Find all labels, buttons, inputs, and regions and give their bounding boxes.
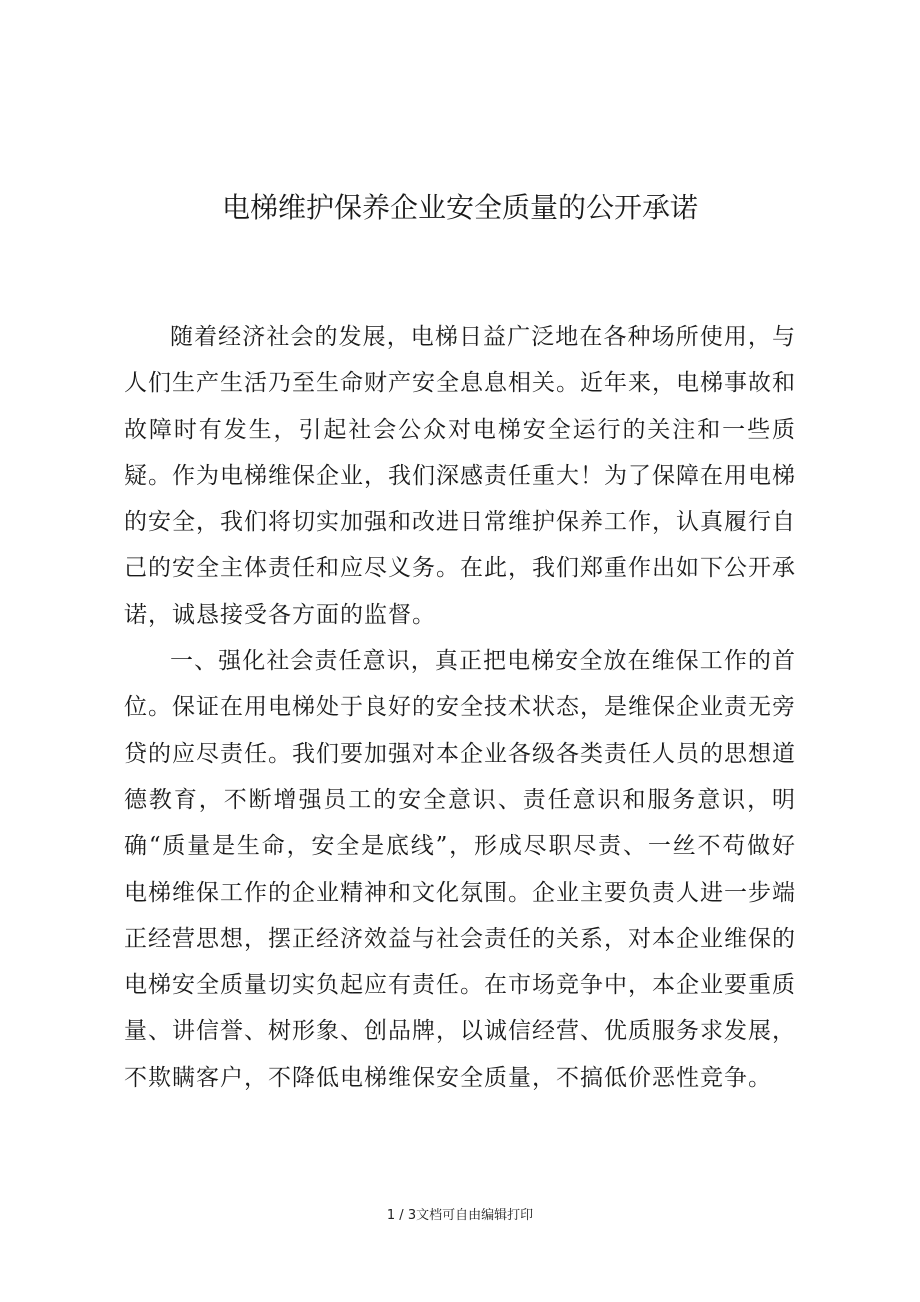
document-body xyxy=(124,314,796,1101)
document-title: 电梯维护保养企业安全质量的公开承诺 xyxy=(221,191,698,224)
paragraph-intro: 随着经济社会的发展，电梯日益广泛地在各种场所使用，与人们生产生活乃至生命财产安全息息相关。近年来，电梯事故和故障时有发生，引起社会公众对电梯安全运行的关注和一些质疑。作为电梯维保企业，我们深感责任重大！为了保障在用电梯的安全，我们将切实加强和改进日常维护保养工作，认真履行自己的安全主体责任和应尽义务。在此，我们郑重作出如下公开承诺，诚恳接受各方面的监督。 xyxy=(124,324,796,628)
paragraph-section-1: 一、强化社会责任意识，真正把电梯安全放在维保工作的首位。保证在用电梯处于良好的安全技术状态，是维保企业责无旁贷的应尽责任。我们要加强对本企业各级各类责任人员的思想道德教育，不断增强员工的安全意识、责任意识和服务意识，明确“质量是生命，安全是底线”，形成尽职尽责、一丝不苟做好电梯维保工作的企业精神和文化氛围。企业主要负责人进一步端正经营思想，摆正经济效益与社会责任的关系，对本企业维保的电梯安全质量切实负起应有责任。在市场竞争中，本企业要重质量、讲信誉、树形象、创品牌，以诚信经营、优质服务求发展，不欺瞒客户，不降低电梯维保安全质量，不搞低价恶性竞争。 xyxy=(124,648,796,1091)
page-footer: 1 / 3文档可自由编辑打印 xyxy=(386,1208,534,1223)
